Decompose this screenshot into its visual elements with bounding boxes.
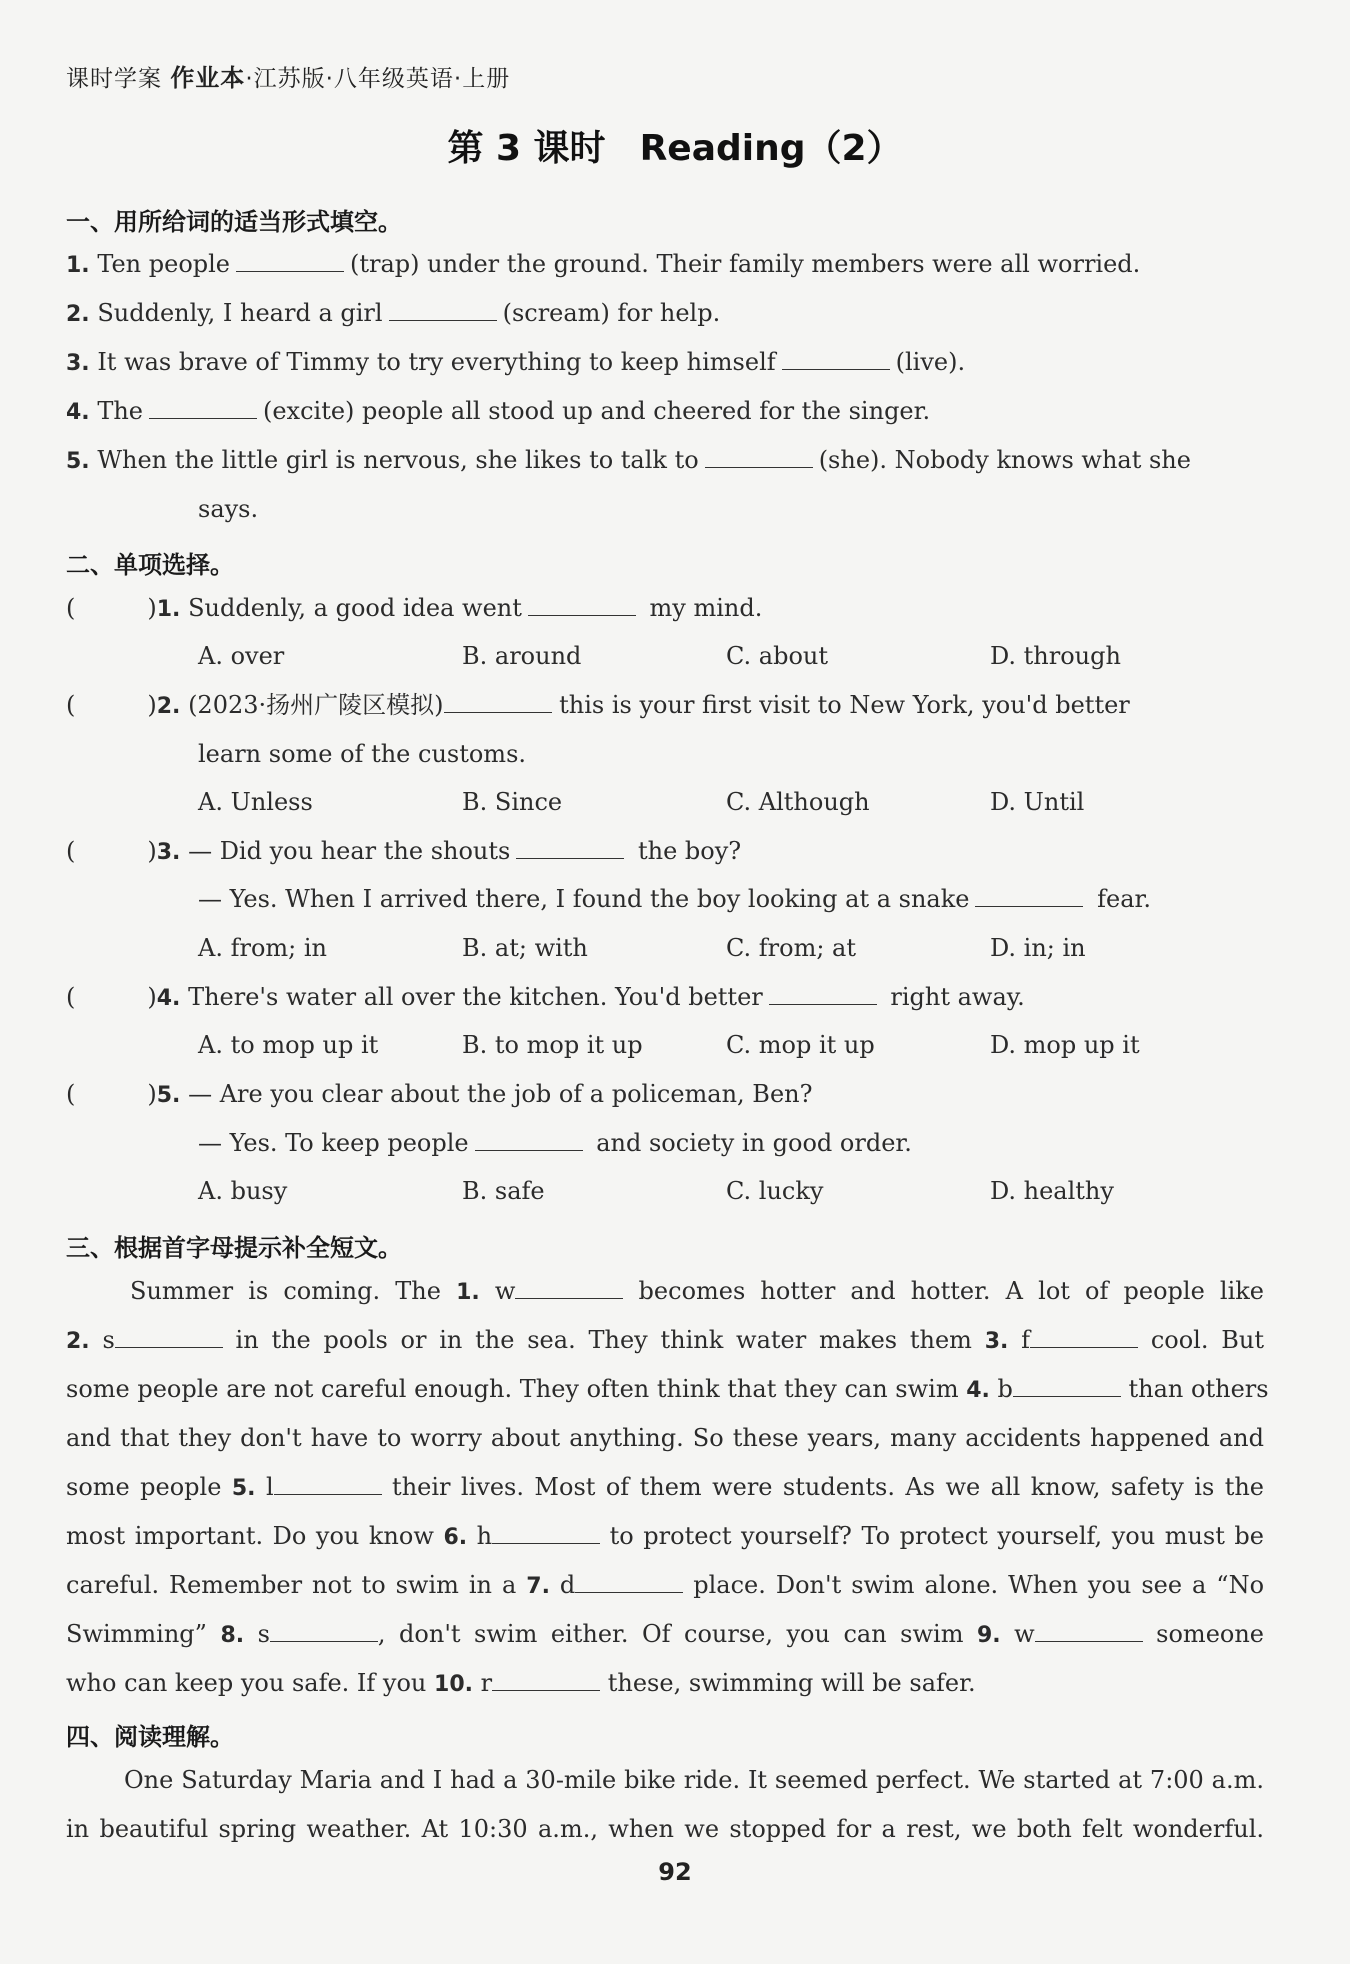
s2-q5-options [198,1175,1264,1207]
option-d[interactable]: D. through [990,642,1121,670]
s3-line-1: Summer is coming. The 1. w becomes hotter and hotter. A lot of people like [130,1277,1265,1305]
s2-q4: ( )4. There's water all over the kitchen. You'd better right away. [66,983,1025,1011]
option-d[interactable]: D. in; in [990,934,1086,962]
s2-q5: ( )5. — Are you clear about the job of a policeman, Ben? [66,1080,813,1108]
header-brand: 作业本 [170,64,246,92]
answer-blank[interactable] [1030,1325,1138,1348]
s1-item-4: 4. The (excite) people all stood up and cheered for the singer. [66,397,931,425]
s3-line-4: and that they don't have to worry about anything. So these years, many accidents happened and [66,1424,1264,1452]
s3-line-5: some people 5. l their lives. Most of them were students. As we all know, safety is the [66,1473,1264,1501]
page-number: 92 [658,1858,692,1886]
s2-q3-options [198,932,1264,964]
s1-item-2: 2. Suddenly, I heard a girl (scream) for help. [66,299,721,327]
option-a[interactable]: A. busy [198,1177,288,1205]
s3-line-3: some people are not careful enough. They often think that they can swim 4. b than others [66,1375,1269,1403]
s2-q4-options [198,1029,1264,1061]
section-3-heading: 三、根据首字母提示补全短文。 [66,1234,402,1262]
option-a[interactable]: A. to mop up it [198,1031,379,1059]
answer-blank[interactable] [516,836,624,859]
s1-item-5: 5. When the little girl is nervous, she likes to talk to (she). Nobody knows what she [66,446,1191,474]
lesson-name: Reading（2） [639,128,903,169]
answer-blank[interactable] [444,690,552,713]
answer-blank[interactable] [274,1472,382,1495]
answer-blank[interactable] [1013,1374,1121,1397]
option-d[interactable]: D. mop up it [990,1031,1140,1059]
option-a[interactable]: A. from; in [198,934,327,962]
s1-item-5-cont: says. [198,495,259,523]
header-suffix: ·江苏版·八年级英语·上册 [245,66,511,92]
answer-blank[interactable] [389,298,497,321]
s1-item-1: 1. Ten people (trap) under the ground. Their family members were all worried. [66,250,1141,278]
section-1-heading: 一、用所给词的适当形式填空。 [66,208,402,236]
s2-q5-line2: — Yes. To keep people and society in good order. [198,1129,912,1157]
option-b[interactable]: B. safe [462,1177,545,1205]
running-header [66,58,510,93]
s3-line-8: Swimming” 8. s , don't swim either. Of course, you can swim 9. w someone [66,1620,1265,1648]
answer-blank[interactable] [528,593,636,616]
section-2-heading: 二、单项选择。 [66,551,234,579]
option-c[interactable]: C. mop it up [726,1031,875,1059]
option-c[interactable]: C. about [726,642,828,670]
s4-line-1: One Saturday Maria and I had a 30-mile bike ride. It seemed perfect. We started at 7:00 a.m. [124,1766,1264,1794]
option-c[interactable]: C. Although [726,788,870,816]
option-b[interactable]: B. around [462,642,582,670]
answer-blank[interactable] [705,445,813,468]
answer-blank[interactable] [149,396,257,419]
option-b[interactable]: B. to mop it up [462,1031,643,1059]
answer-blank[interactable] [975,884,1083,907]
s2-q3-line2: — Yes. When I arrived there, I found the boy looking at a snake fear. [198,885,1151,913]
answer-blank[interactable] [115,1325,223,1348]
answer-blank[interactable] [575,1570,683,1593]
s2-q1: ( )1. Suddenly, a good idea went my mind. [66,594,763,622]
option-d[interactable]: D. healthy [990,1177,1114,1205]
answer-blank[interactable] [515,1276,623,1299]
answer-blank[interactable] [475,1128,583,1151]
answer-blank[interactable] [492,1668,600,1691]
option-a[interactable]: A. over [198,642,285,670]
section-4-heading: 四、阅读理解。 [66,1723,234,1751]
s2-q2-options [198,786,1264,818]
header-prefix: 课时学案 [66,66,171,92]
option-c[interactable]: C. from; at [726,934,856,962]
answer-blank[interactable] [782,347,890,370]
s3-line-9: who can keep you safe. If you 10. r these, swimming will be safer. [66,1669,976,1697]
option-c[interactable]: C. lucky [726,1177,824,1205]
s2-q2: ( )2. (2023·扬州广陵区模拟) this is your first visit to New York, you'd better [66,691,1130,719]
s3-line-7: careful. Remember not to swim in a 7. d place. Don't swim alone. When you see a “No [66,1571,1265,1599]
option-b[interactable]: B. Since [462,788,563,816]
answer-blank[interactable] [270,1619,378,1642]
answer-blank[interactable] [492,1521,600,1544]
lesson-number: 第 3 课时 [447,128,606,169]
s3-line-6: most important. Do you know 6. h to protect yourself? To protect yourself, you must be [66,1522,1264,1550]
s2-q2-cont: learn some of the customs. [198,740,527,768]
option-b[interactable]: B. at; with [462,934,588,962]
answer-blank[interactable] [1035,1619,1143,1642]
page-title [0,120,1350,171]
answer-blank[interactable] [236,249,344,272]
answer-blank[interactable] [769,982,877,1005]
s4-line-2: in beautiful spring weather. At 10:30 a.m., when we stopped for a rest, we both felt wonderful. [66,1815,1264,1843]
s2-q3: ( )3. — Did you hear the shouts the boy? [66,837,742,865]
s3-line-2: 2. s in the pools or in the sea. They think water makes them 3. f cool. But [66,1326,1264,1354]
s1-item-3: 3. It was brave of Timmy to try everything to keep himself (live). [66,348,966,376]
s2-q1-options [198,640,1264,672]
option-d[interactable]: D. Until [990,788,1085,816]
option-a[interactable]: A. Unless [198,788,313,816]
